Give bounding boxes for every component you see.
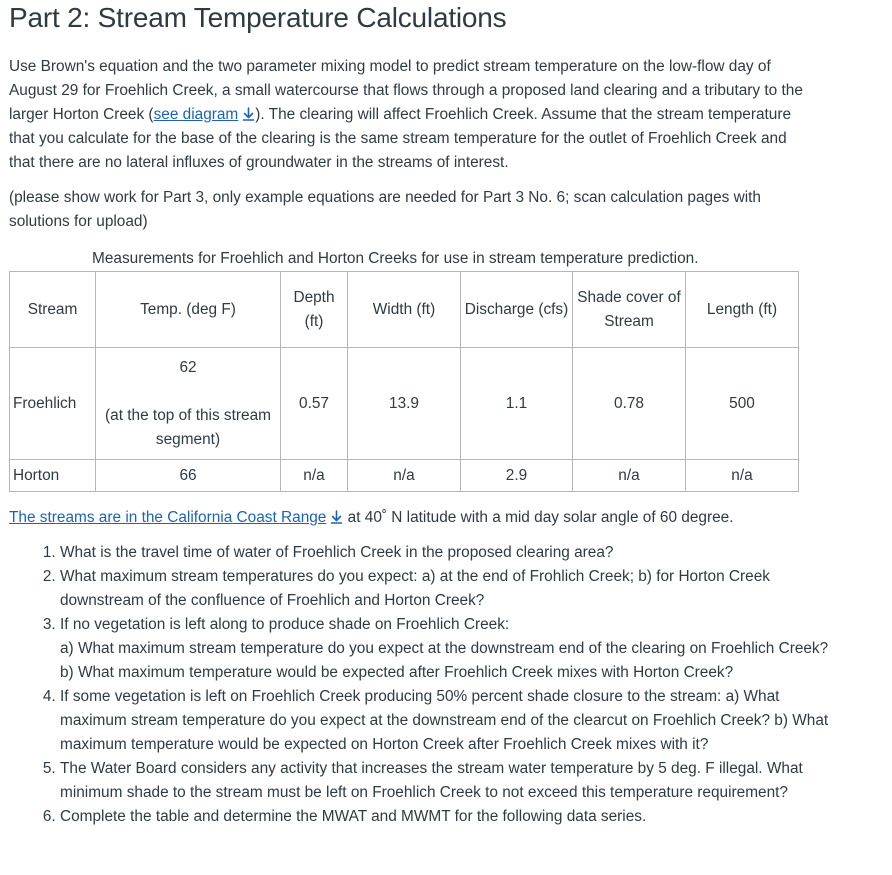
question-list [36, 541, 830, 829]
cell-temp: 66 [96, 460, 281, 492]
question-item [60, 613, 830, 685]
intro-text-before: Use Brown's equation and the two parameter mixing model to predict stream temperature on the low-flow day of August 29 for Froehlich Creek, a small watercourse that flows through a proposed land clearing and a tributary to the larger Horton Creek ( [9, 58, 803, 123]
table-caption: Measurements for Froehlich and Horton Creeks for use in stream temperature prediction. [92, 250, 699, 267]
cell-temp-note-line1: (at the top of this stream [105, 406, 271, 424]
cell-width: 13.9 [348, 348, 461, 460]
question-item: 2. What maximum stream temperatures do you expect: a) at the end of Frohlich Creek; b) for Horton Creek downstream of the confluence of Froehlich and Horton Creek? [60, 565, 830, 613]
cell-shade: 0.78 [573, 348, 686, 460]
header-width: Width (ft) [348, 272, 461, 348]
header-depth-line1: Depth [293, 288, 335, 306]
cell-stream: Froehlich [10, 348, 96, 460]
table-header-row [10, 272, 799, 348]
cell-stream: Horton [10, 460, 96, 492]
header-depth-line2: (ft) [304, 312, 324, 330]
cell-shade: n/a [573, 460, 686, 492]
cell-length: n/a [686, 460, 799, 492]
table-row [10, 460, 799, 492]
header-shade-line2: Stream [604, 312, 654, 330]
header-discharge: Discharge (cfs) [461, 272, 573, 348]
cell-discharge: 2.9 [461, 460, 573, 492]
see-diagram-link[interactable]: see diagram [153, 106, 239, 123]
location-note [9, 507, 734, 529]
header-shade-line1: Shade cover of [577, 288, 681, 306]
header-depth [281, 272, 348, 348]
header-length: Length (ft) [686, 272, 799, 348]
question-item: 1. What is the travel time of water of Froehlich Creek in the proposed clearing area? [60, 541, 830, 565]
header-stream: Stream [10, 272, 96, 348]
cell-temp [96, 348, 281, 460]
question-sub-a: a) What maximum stream temperature do you expect at the downstream end of the clearing on Froehlich Creek? [60, 640, 829, 657]
cell-width: n/a [348, 460, 461, 492]
cell-temp-value: 62 [179, 358, 197, 376]
instructions-paragraph: (please show work for Part 3, only example equations are needed for Part 3 No. 6; scan calculation pages with solutions for upload) [9, 189, 761, 230]
question-sub-b: b) What maximum temperature would be expected after Froehlich Creek mixes with Horton Creek? [60, 664, 734, 681]
page-title: Part 2: Stream Temperature Calculations [9, 2, 507, 33]
question-item: 5. The Water Board considers any activity that increases the stream water temperature by 5 deg. F illegal. What minimum shade to the stream must be left on Froehlich Creek to not exceed this temperature requirement? [60, 757, 830, 805]
question-text: If no vegetation is left along to produce shade on Froehlich Creek: [60, 616, 510, 633]
header-shade [573, 272, 686, 348]
cell-depth: 0.57 [281, 348, 348, 460]
header-temp: Temp. (deg F) [96, 272, 281, 348]
intro-paragraph [9, 55, 809, 175]
table-row [10, 348, 799, 460]
question-item: 6. Complete the table and determine the MWAT and MWMT for the following data series. [60, 805, 830, 829]
intro-text-after: ). The clearing will affect Froehlich Creek. Assume that the stream temperature that you calculate for the base of the clearing is the same stream temperature for the outlet of Froehlich Creek and that there are no lateral influxes of groundwater in the streams of interest. [9, 106, 792, 171]
location-note-text: at 40˚ N latitude with a mid day solar angle of 60 degree. [347, 509, 734, 526]
download-icon[interactable] [330, 510, 343, 524]
california-coast-range-link[interactable]: The streams are in the California Coast Range [9, 509, 327, 526]
download-icon[interactable] [242, 107, 255, 121]
cell-length: 500 [686, 348, 799, 460]
measurements-table [9, 271, 799, 492]
cell-temp-note-line2: segment) [155, 430, 221, 448]
question-item: 4. If some vegetation is left on Froehlich Creek producing 50% percent shade closure to the stream: a) What maximum stream temperature do you expect at the downstream end of the clearcut on Froehlich Creek? b) What maximum temperature would be expected on Horton Creek after Froehlich Creek mixes with it? [60, 685, 830, 757]
cell-depth: n/a [281, 460, 348, 492]
cell-discharge: 1.1 [461, 348, 573, 460]
